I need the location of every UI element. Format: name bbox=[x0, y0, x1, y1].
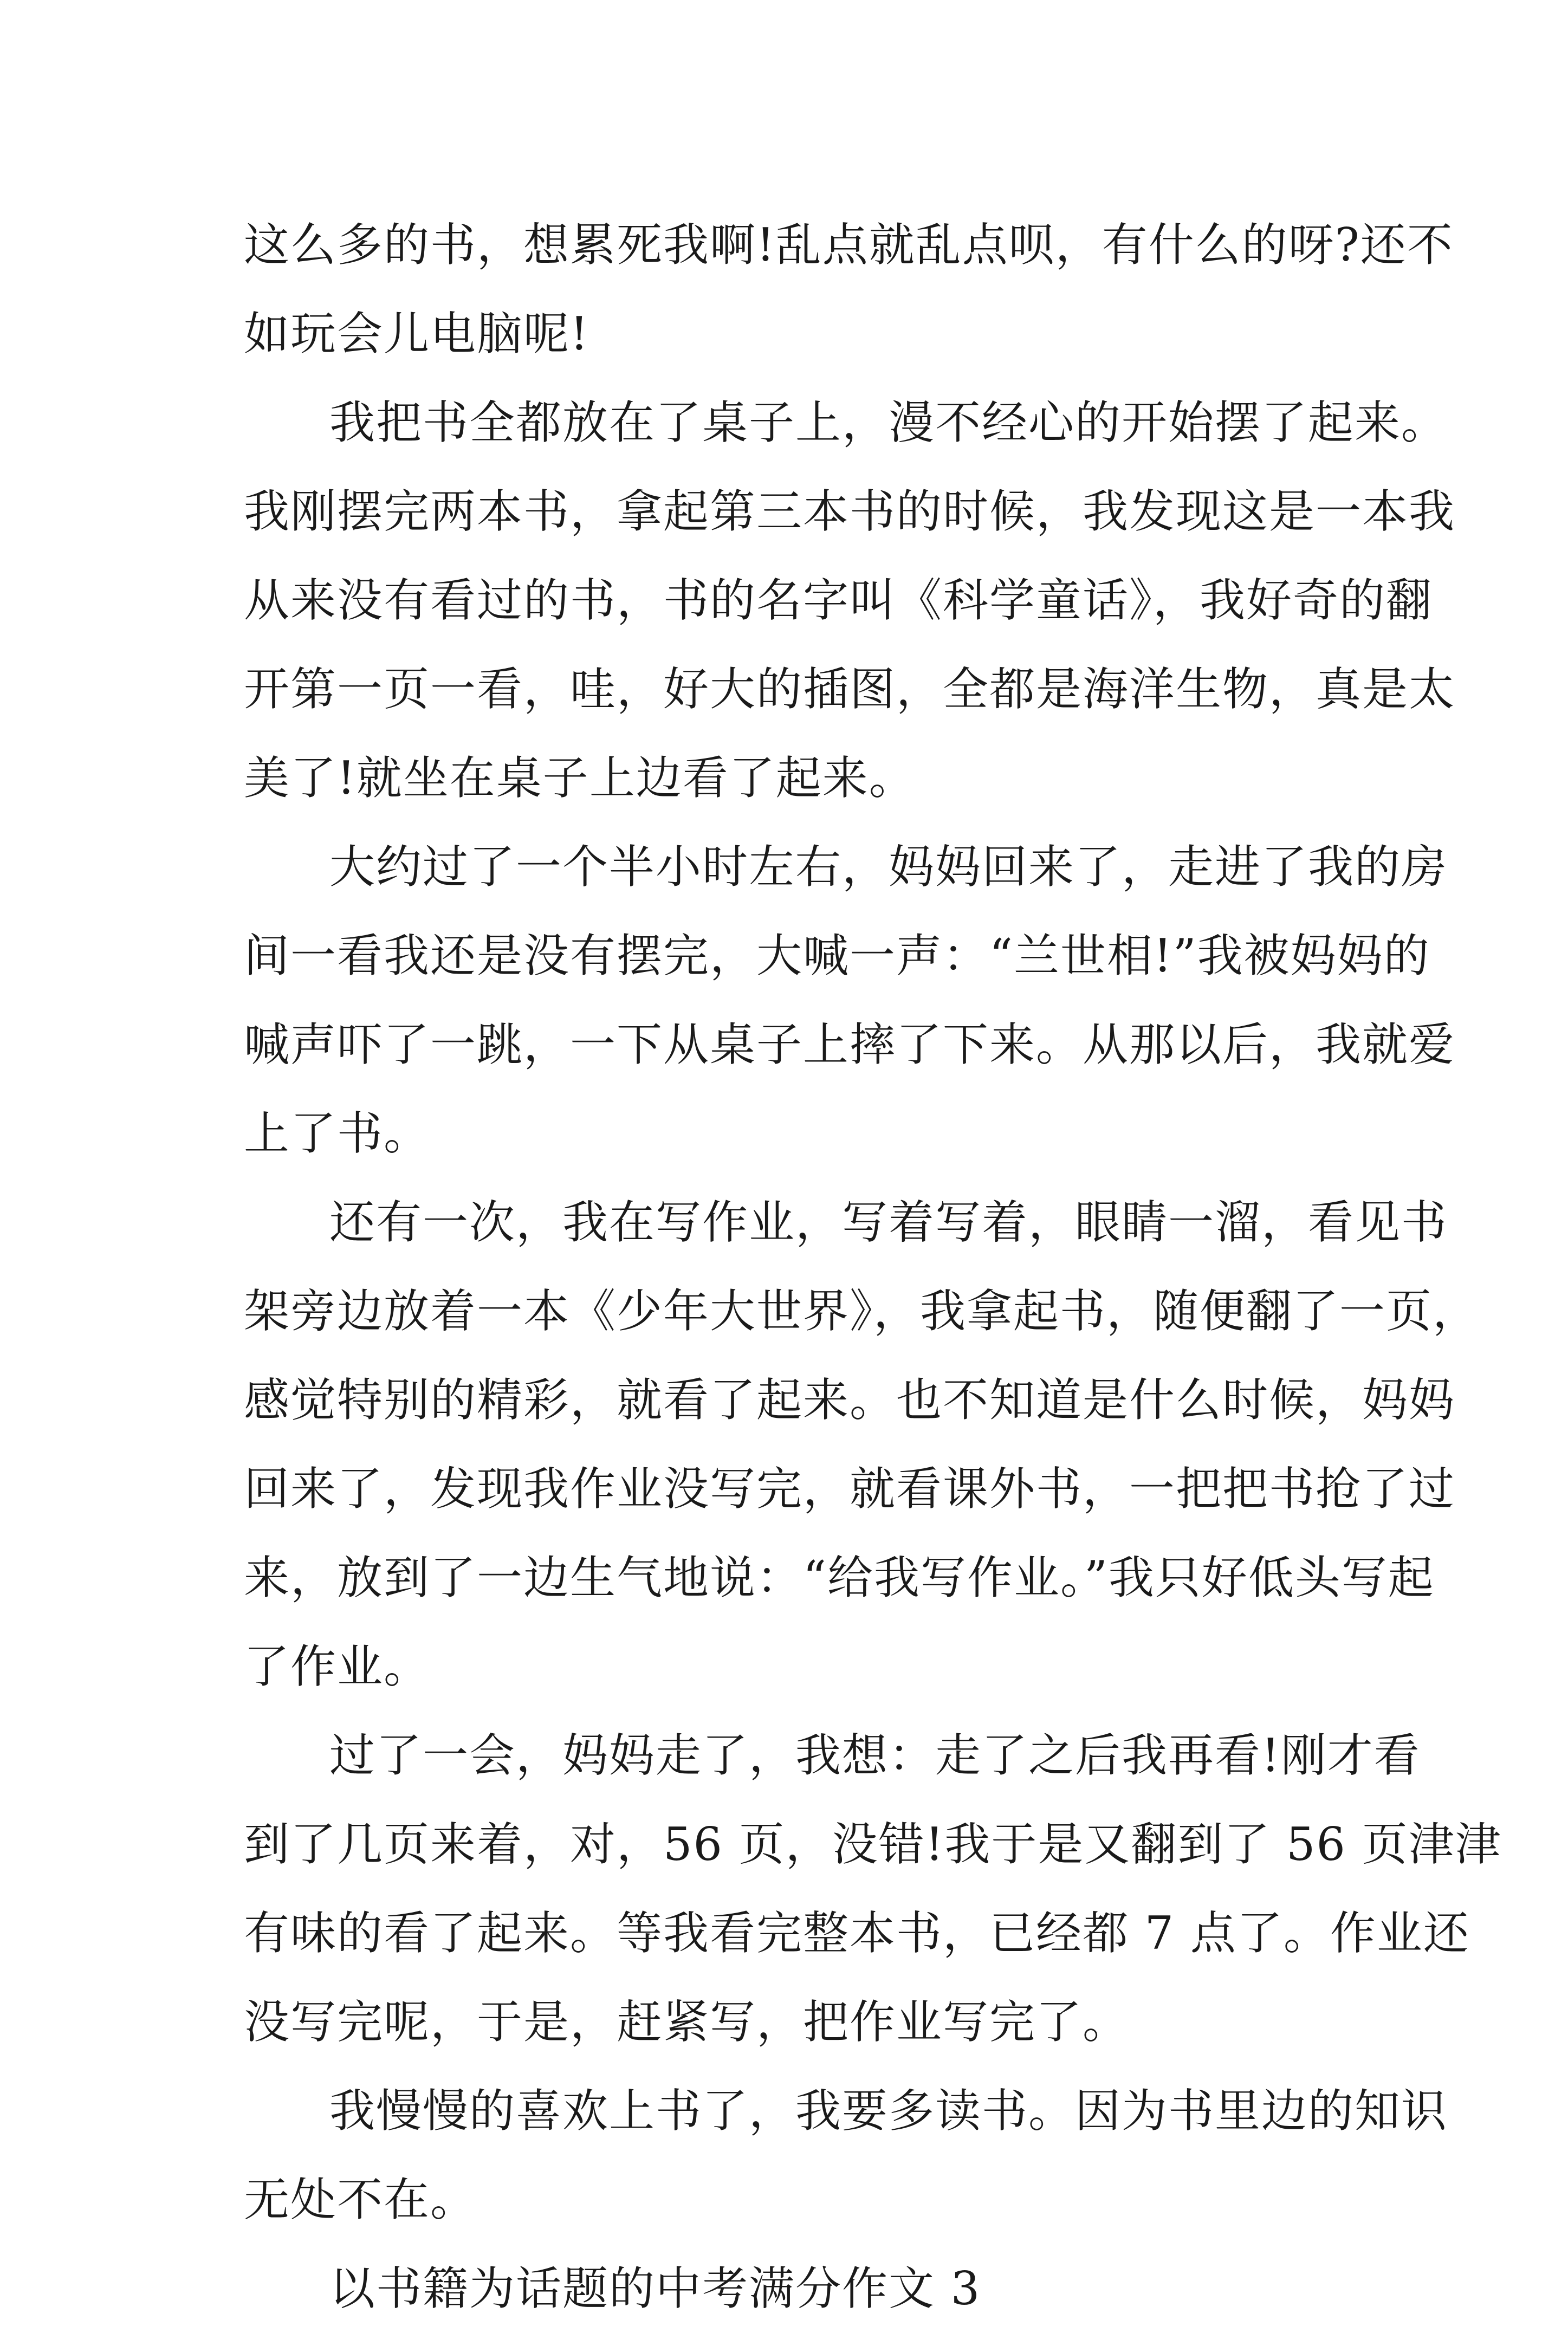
paragraph-start-line: 大约过了一个半小时左右，妈妈回来了，走进了我的房 bbox=[329, 840, 1448, 893]
text-line: 这么多的书，想累死我啊!乱点就乱点呗，有什么的呀?还不 bbox=[244, 218, 1454, 271]
text-line: 喊声吓了一跳，一下从桌子上摔了下来。从那以后，我就爱 bbox=[244, 1018, 1456, 1071]
text-line: 感觉特别的精彩，就看了起来。也不知道是什么时候，妈妈 bbox=[244, 1373, 1456, 1427]
text-line: 我刚摆完两本书，拿起第三本书的时候，我发现这是一本我 bbox=[244, 485, 1456, 538]
text-line: 了作业。 bbox=[244, 1640, 431, 1693]
paragraph-start-line: 还有一次，我在写作业，写着写着，眼睛一溜，看见书 bbox=[329, 1196, 1448, 1249]
document-body bbox=[244, 200, 1502, 2333]
text-line: 间一看我还是没有摆完，大喊一声：“兰世相!”我被妈妈的 bbox=[244, 929, 1430, 982]
text-line: 上了书。 bbox=[244, 1107, 431, 1160]
text-line: 如玩会儿电脑呢! bbox=[244, 307, 589, 360]
text-line: 美了!就坐在桌子上边看了起来。 bbox=[244, 751, 916, 805]
text-line: 架旁边放着一本《少年大世界》，我拿起书，随便翻了一页， bbox=[244, 1285, 1480, 1338]
text-line: 从来没有看过的书，书的名字叫《科学童话》，我好奇的翻 bbox=[244, 574, 1433, 627]
text-line: 开第一页一看，哇，好大的插图，全都是海洋生物，真是太 bbox=[244, 663, 1456, 716]
text-line: 无处不在。 bbox=[244, 2173, 477, 2226]
text-line: 到了几页来着，对，56 页，没错!我于是又翻到了 56 页津津 bbox=[244, 1818, 1502, 1871]
text-line: 回来了，发现我作业没写完，就看课外书，一把把书抢了过 bbox=[244, 1462, 1456, 1515]
text-line: 没写完呢，于是，赶紧写，把作业写完了。 bbox=[244, 1995, 1130, 2049]
paragraph-start-line: 我慢慢的喜欢上书了，我要多读书。因为书里边的知识 bbox=[329, 2084, 1448, 2137]
section-heading: 以书籍为话题的中考满分作文 3 bbox=[329, 2262, 981, 2315]
text-line: 有味的看了起来。等我看完整本书，已经都 7 点了。作业还 bbox=[244, 1907, 1470, 1960]
paragraph-start-line: 我把书全都放在了桌子上，漫不经心的开始摆了起来。 bbox=[329, 396, 1448, 449]
paragraph-start-line: 过了一会，妈妈走了，我想：走了之后我再看!刚才看 bbox=[329, 1729, 1421, 1782]
text-line: 来，放到了一边生气地说：“给我写作业。”我只好低头写起 bbox=[244, 1551, 1435, 1604]
